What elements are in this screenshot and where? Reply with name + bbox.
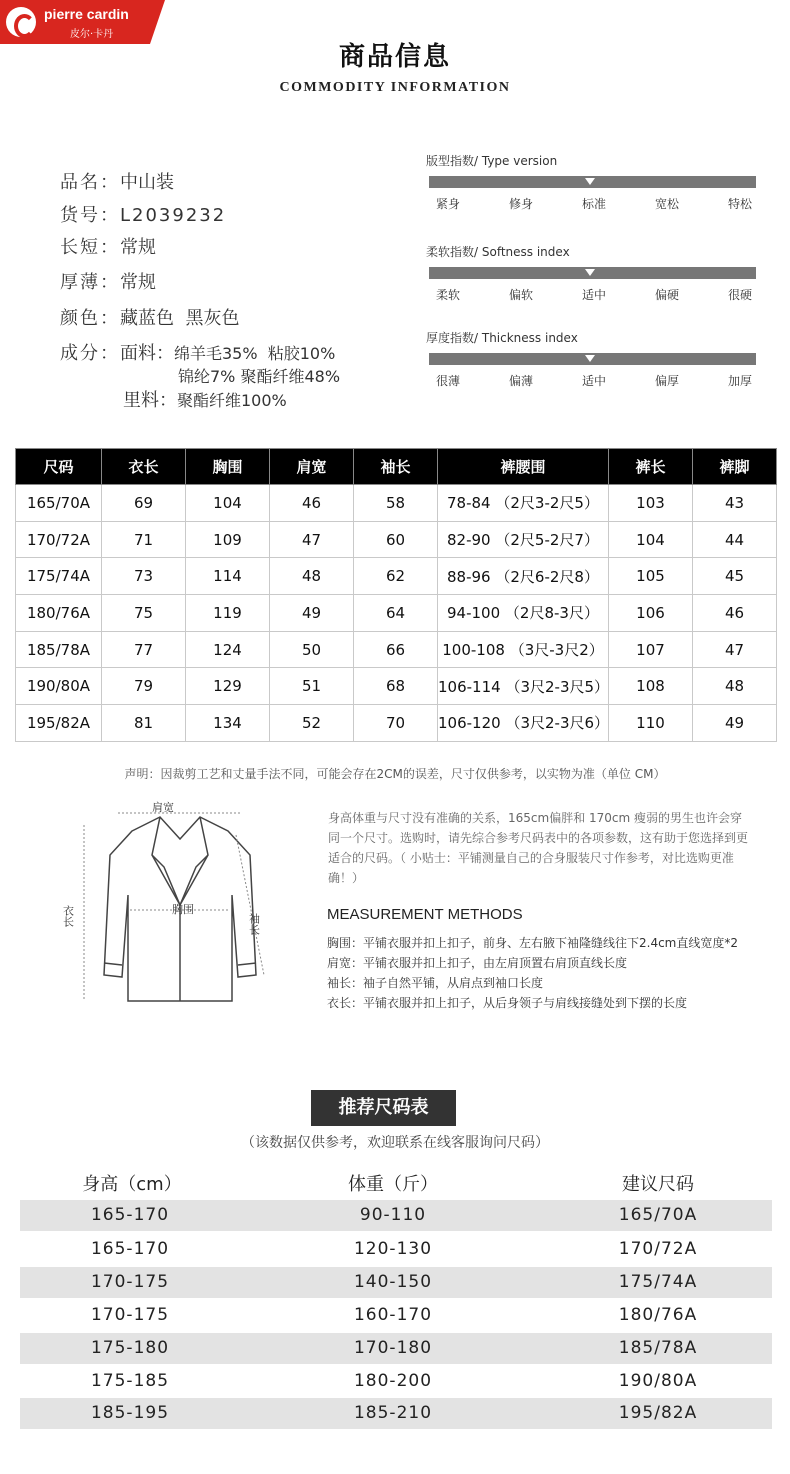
table-cell: 58 bbox=[354, 485, 438, 522]
softness-index-marker-icon bbox=[585, 269, 595, 276]
info-value: 藏蓝色 黑灰色 bbox=[120, 308, 240, 329]
table-cell: 110 bbox=[609, 705, 693, 742]
recommend-row bbox=[20, 1234, 772, 1265]
index-label: 修身 bbox=[508, 197, 533, 211]
table-cell: 70 bbox=[354, 705, 438, 742]
table-cell: 134 bbox=[186, 705, 270, 742]
table-cell: 180/76A bbox=[16, 595, 102, 632]
table-cell: 175/74A bbox=[16, 558, 102, 595]
thickness-index-marker-icon bbox=[585, 355, 595, 362]
table-row bbox=[16, 631, 777, 668]
thickness-index-title: 厚度指数/ Thickness index bbox=[426, 331, 578, 345]
table-cell: 106-114 （3尺2-3尺5） bbox=[438, 668, 609, 705]
recommend-cell: 175/74A bbox=[618, 1272, 698, 1292]
info-label: 里料： bbox=[123, 390, 177, 411]
table-cell: 49 bbox=[693, 705, 777, 742]
table-cell: 119 bbox=[186, 595, 270, 632]
info-name bbox=[60, 168, 174, 194]
table-cell: 104 bbox=[609, 521, 693, 558]
table-cell: 62 bbox=[354, 558, 438, 595]
table-cell: 50 bbox=[270, 631, 354, 668]
table-cell: 129 bbox=[186, 668, 270, 705]
table-cell: 78-84 （2尺3-2尺5） bbox=[438, 485, 609, 522]
recommend-cell: 170/72A bbox=[618, 1239, 698, 1259]
measurement-methods-title: MEASUREMENT METHODS bbox=[327, 906, 523, 923]
page-subtitle: COMMODITY INFORMATION bbox=[279, 80, 511, 95]
index-label: 特松 bbox=[727, 197, 752, 211]
info-composition bbox=[60, 339, 335, 365]
recommend-cell: 165-170 bbox=[90, 1205, 170, 1225]
index-label: 柔软 bbox=[435, 288, 460, 302]
info-label: 面料： bbox=[120, 343, 174, 364]
index-label: 偏厚 bbox=[654, 374, 679, 388]
info-value: 绵羊毛35% 粘胶10% bbox=[174, 344, 336, 363]
type-index-title: 版型指数/ Type version bbox=[426, 154, 558, 168]
index-label: 加厚 bbox=[727, 374, 752, 388]
recommend-cell: 185-210 bbox=[353, 1403, 433, 1423]
header-cell: 肩宽 bbox=[270, 449, 354, 485]
header-cell: 衣长 bbox=[102, 449, 186, 485]
table-cell: 46 bbox=[693, 595, 777, 632]
diagram-label-shoulder: 肩宽 bbox=[152, 801, 174, 814]
info-label: 厚薄： bbox=[60, 272, 120, 293]
header-cell: 裤脚 bbox=[693, 449, 777, 485]
table-cell: 105 bbox=[609, 558, 693, 595]
table-cell: 170/72A bbox=[16, 521, 102, 558]
info-value: 常规 bbox=[120, 237, 156, 258]
table-cell: 195/82A bbox=[16, 705, 102, 742]
table-cell: 106-120 （3尺2-3尺6） bbox=[438, 705, 609, 742]
recommend-cell: 90-110 bbox=[359, 1205, 427, 1225]
table-cell: 107 bbox=[609, 631, 693, 668]
info-label: 长短： bbox=[60, 237, 120, 258]
recommend-cell: 180/76A bbox=[618, 1305, 698, 1325]
info-label: 颜色： bbox=[60, 308, 120, 329]
index-label: 偏薄 bbox=[508, 374, 533, 388]
recommend-row bbox=[20, 1333, 772, 1364]
table-cell: 51 bbox=[270, 668, 354, 705]
table-cell: 75 bbox=[102, 595, 186, 632]
table-cell: 114 bbox=[186, 558, 270, 595]
diagram-label-chest: 胸围 bbox=[172, 903, 194, 916]
table-cell: 104 bbox=[186, 485, 270, 522]
table-cell: 66 bbox=[354, 631, 438, 668]
table-cell: 43 bbox=[693, 485, 777, 522]
table-row bbox=[16, 705, 777, 742]
table-cell: 69 bbox=[102, 485, 186, 522]
recommend-row bbox=[20, 1398, 772, 1429]
table-cell: 47 bbox=[693, 631, 777, 668]
logo-mark-icon bbox=[6, 7, 36, 37]
table-row bbox=[16, 668, 777, 705]
info-color bbox=[60, 304, 239, 330]
table-cell: 103 bbox=[609, 485, 693, 522]
recommend-cell: 165/70A bbox=[618, 1205, 698, 1225]
table-cell: 48 bbox=[270, 558, 354, 595]
info-label: 成分： bbox=[60, 343, 120, 364]
recommend-cell: 170-180 bbox=[353, 1338, 433, 1358]
table-cell: 106 bbox=[609, 595, 693, 632]
method-chest: 胸围：平铺衣服并扣上扣子，前身、左右腋下袖隆缝线往下2.4cm直线宽度*2 bbox=[327, 936, 739, 950]
recommend-cell: 195/82A bbox=[618, 1403, 698, 1423]
diagram-label-sleeve: 袖长 bbox=[247, 913, 261, 935]
index-label: 很硬 bbox=[727, 288, 752, 302]
info-sku bbox=[60, 201, 226, 227]
table-cell: 46 bbox=[270, 485, 354, 522]
table-cell: 82-90 （2尺5-2尺7） bbox=[438, 521, 609, 558]
softness-index-bar bbox=[429, 267, 756, 279]
table-cell: 45 bbox=[693, 558, 777, 595]
table-cell: 64 bbox=[354, 595, 438, 632]
type-index-labels bbox=[424, 195, 764, 212]
size-table bbox=[15, 448, 777, 742]
table-cell: 109 bbox=[186, 521, 270, 558]
table-cell: 190/80A bbox=[16, 668, 102, 705]
brand-name-en: pierre cardin bbox=[44, 6, 129, 22]
index-label: 适中 bbox=[581, 288, 606, 302]
header-cell: 胸围 bbox=[186, 449, 270, 485]
recommend-cell: 175-185 bbox=[90, 1371, 170, 1391]
info-lining bbox=[123, 386, 287, 412]
table-cell: 77 bbox=[102, 631, 186, 668]
method-length: 衣长：平铺衣服并扣上扣子，从后身领子与肩线接缝处到下摆的长度 bbox=[327, 996, 688, 1010]
recommend-row bbox=[20, 1200, 772, 1231]
method-sleeve: 袖长：袖子自然平铺，从肩点到袖口长度 bbox=[327, 976, 544, 990]
table-row bbox=[16, 558, 777, 595]
recommend-cell: 180-200 bbox=[353, 1371, 433, 1391]
table-cell: 165/70A bbox=[16, 485, 102, 522]
info-label: 货号： bbox=[60, 205, 120, 226]
recommend-cell: 170-175 bbox=[90, 1305, 170, 1325]
table-cell: 52 bbox=[270, 705, 354, 742]
table-cell: 68 bbox=[354, 668, 438, 705]
table-cell: 94-100 （2尺8-3尺） bbox=[438, 595, 609, 632]
table-row bbox=[16, 595, 777, 632]
recommend-header-height: 身高（cm） bbox=[82, 1174, 182, 1195]
header-cell: 袖长 bbox=[354, 449, 438, 485]
table-cell: 49 bbox=[270, 595, 354, 632]
recommend-cell: 170-175 bbox=[90, 1272, 170, 1292]
info-value: 中山装 bbox=[120, 172, 174, 193]
page-title: 商品信息 bbox=[338, 42, 451, 72]
softness-index-title: 柔软指数/ Softness index bbox=[426, 245, 570, 259]
sizing-advice: 身高体重与尺寸没有准确的关系，165cm偏胖和 170cm 瘦弱的男生也许会穿同一个尺寸。选购时，请先综合参考尺码表中的各项参数，这有助于您选择到更适合的尺码。（ 小贴士：平铺测量自己的合身服装尺寸作参考，对比选购更准确！） bbox=[328, 811, 749, 885]
recommend-header-weight: 体重（斤） bbox=[348, 1174, 438, 1195]
size-disclaimer: 声明：因裁剪工艺和丈量手法不同，可能会存在2CM的误差，尺寸仅供参考，以实物为准（单位 CM） bbox=[124, 767, 666, 781]
brand-name-cn: 皮尔·卡丹 bbox=[70, 29, 114, 40]
thickness-index-labels bbox=[424, 372, 764, 389]
table-cell: 108 bbox=[609, 668, 693, 705]
recommend-row bbox=[20, 1300, 772, 1331]
recommend-cell: 160-170 bbox=[353, 1305, 433, 1325]
table-cell: 81 bbox=[102, 705, 186, 742]
index-label: 标准 bbox=[581, 197, 606, 211]
recommend-cell: 165-170 bbox=[90, 1239, 170, 1259]
info-thickness bbox=[60, 268, 156, 294]
recommend-row bbox=[20, 1366, 772, 1397]
header-cell: 裤腰围 bbox=[438, 449, 609, 485]
jacket-collar bbox=[152, 817, 208, 905]
table-cell: 124 bbox=[186, 631, 270, 668]
table-cell: 60 bbox=[354, 521, 438, 558]
index-label: 偏软 bbox=[508, 288, 533, 302]
info-value: L2039232 bbox=[120, 205, 227, 226]
recommend-title: 推荐尺码表 bbox=[311, 1090, 456, 1126]
table-cell: 79 bbox=[102, 668, 186, 705]
table-cell: 185/78A bbox=[16, 631, 102, 668]
table-cell: 73 bbox=[102, 558, 186, 595]
recommend-cell: 120-130 bbox=[353, 1239, 433, 1259]
index-label: 适中 bbox=[581, 374, 606, 388]
table-row bbox=[16, 485, 777, 522]
table-cell: 71 bbox=[102, 521, 186, 558]
softness-index-labels bbox=[424, 286, 764, 303]
recommend-cell: 140-150 bbox=[353, 1272, 433, 1292]
recommend-subtitle: （该数据仅供参考，欢迎联系在线客服询问尺码） bbox=[241, 1135, 549, 1151]
table-row bbox=[16, 521, 777, 558]
diagram-label-length: 衣长 bbox=[61, 905, 75, 927]
recommend-cell: 185-195 bbox=[90, 1403, 170, 1423]
index-label: 紧身 bbox=[435, 197, 460, 211]
recommend-cell: 175-180 bbox=[90, 1338, 170, 1358]
jacket-diagram bbox=[60, 795, 300, 1015]
info-fabric-line2: 锦纶7% 聚酯纤维48% bbox=[178, 367, 341, 386]
info-value: 聚酯纤维100% bbox=[177, 391, 287, 410]
recommend-cell: 185/78A bbox=[618, 1338, 698, 1358]
thickness-index-bar bbox=[429, 353, 756, 365]
table-cell: 88-96 （2尺6-2尺8） bbox=[438, 558, 609, 595]
recommend-header-size: 建议尺码 bbox=[622, 1174, 694, 1195]
info-value: 常规 bbox=[120, 272, 156, 293]
index-label: 宽松 bbox=[654, 197, 679, 211]
index-label: 很薄 bbox=[435, 374, 460, 388]
header-cell: 裤长 bbox=[609, 449, 693, 485]
table-cell: 44 bbox=[693, 521, 777, 558]
table-cell: 100-108 （3尺-3尺2） bbox=[438, 631, 609, 668]
table-cell: 48 bbox=[693, 668, 777, 705]
type-index-bar bbox=[429, 176, 756, 188]
method-shoulder: 肩宽：平铺衣服并扣上扣子，由左肩顶置右肩顶直线长度 bbox=[327, 956, 628, 970]
recommend-row bbox=[20, 1267, 772, 1298]
size-table-header bbox=[16, 449, 777, 485]
type-index-marker-icon bbox=[585, 178, 595, 185]
header-cell: 尺码 bbox=[16, 449, 102, 485]
info-length bbox=[60, 233, 156, 259]
jacket-lapel bbox=[152, 855, 208, 905]
table-cell: 47 bbox=[270, 521, 354, 558]
info-label: 品名： bbox=[60, 172, 120, 193]
recommend-cell: 190/80A bbox=[618, 1371, 698, 1391]
index-label: 偏硬 bbox=[654, 288, 679, 302]
